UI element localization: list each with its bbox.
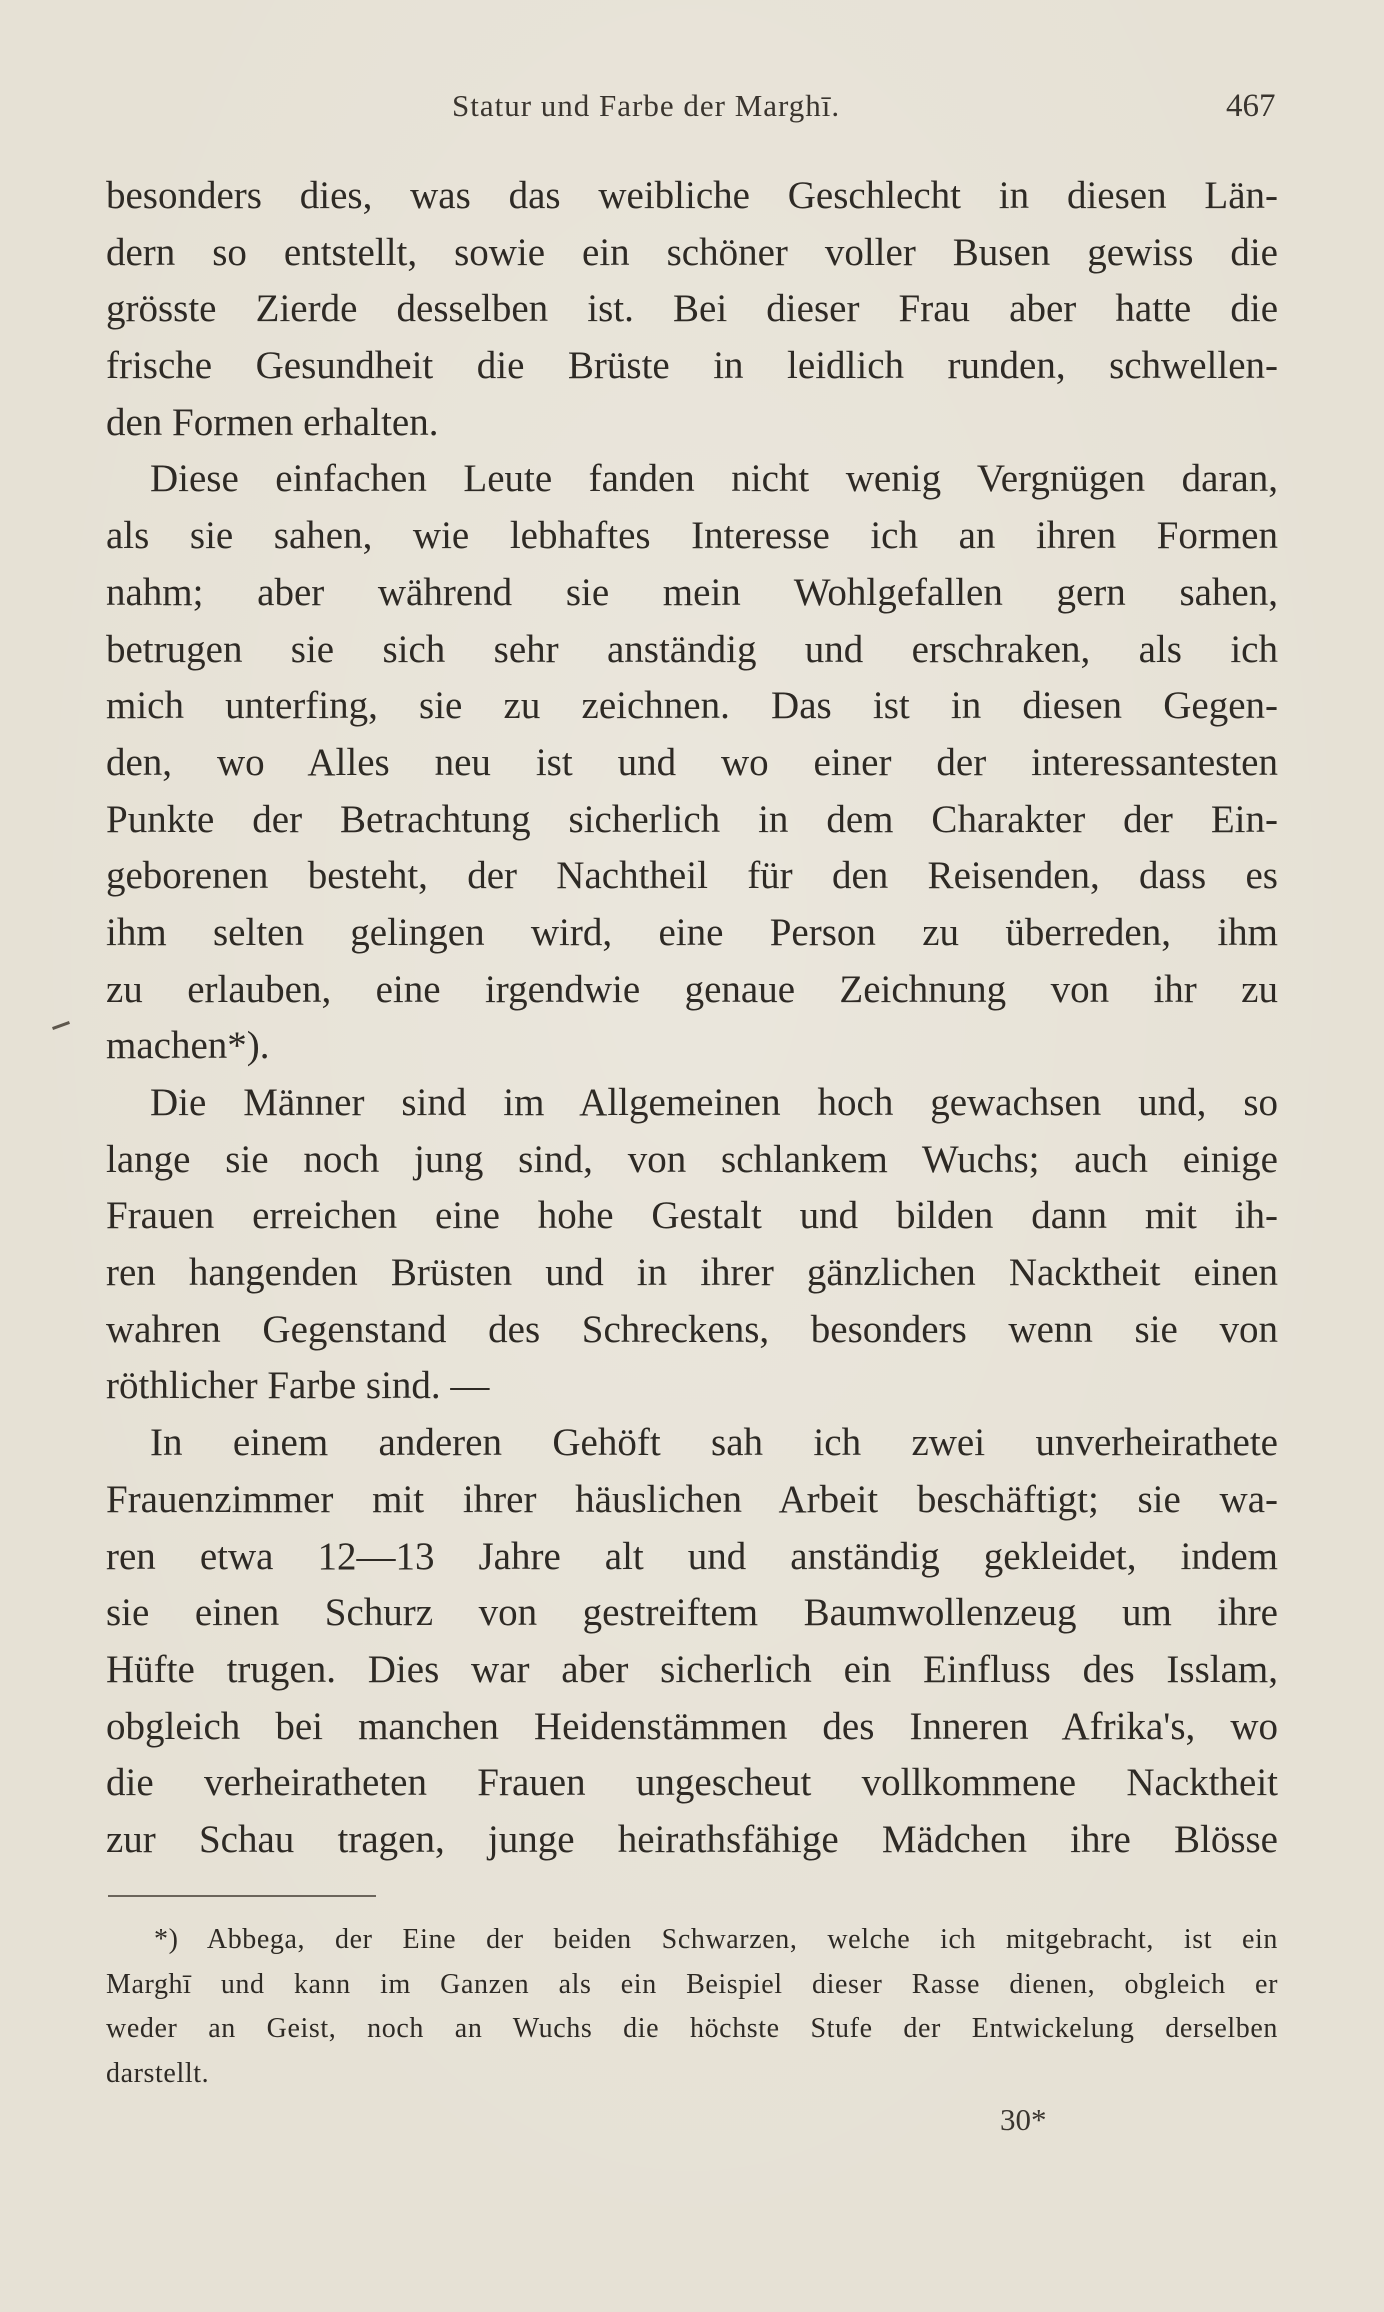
text-line: obgleich bei manchen Heidenstämmen des Inneren Afrika's, wo [106,1704,1278,1748]
footnote-reference-line: machen*). [106,1024,270,1068]
text-line: sie einen Schurz von gestreiftem Baumwollenzeug um ihre [106,1591,1278,1635]
running-title: Statur und Farbe der Marghī. [452,88,841,123]
page-number: 467 [1226,88,1276,124]
text-line: zur Schau tragen, junge heirathsfähige Mädchen ihre Blösse [106,1817,1278,1861]
footnote-line: *) Abbega, der Eine der beiden Schwarzen, welche ich mitgebracht, ist ein [154,1924,1278,1955]
footnote-line: Marghī und kann im Ganzen als ein Beispiel dieser Rasse dienen, obgleich er [106,1968,1278,2000]
text-line: den, wo Alles neu ist und wo einer der interessantesten [106,740,1278,784]
footnote-line: darstellt. [106,2057,210,2089]
text-line: grösste Zierde desselben ist. Bei dieser Frau aber hatte die [106,287,1278,331]
body-text [106,168,1278,1869]
paragraph-start-line: In einem anderen Gehöft sah ich zwei unverheirathete [150,1421,1278,1465]
text-line: zu erlauben, eine irgendwie genaue Zeichnung von ihr zu [106,967,1278,1011]
text-line: lange sie noch jung sind, von schlankem Wuchs; auch einige [106,1137,1278,1181]
text-line: besonders dies, was das weibliche Geschlecht in diesen Län- [106,174,1278,217]
paragraph-start-line: Die Männer sind im Allgemeinen hoch gewachsen und, so [150,1081,1278,1124]
text-line: mich unterfing, sie zu zeichnen. Das ist in diesen Gegen- [106,684,1278,728]
text-line: Hüfte trugen. Dies war aber sicherlich ein Einfluss des Isslam, [106,1647,1278,1691]
text-line: Punkte der Betrachtung sicherlich in dem Charakter der Ein- [106,797,1278,841]
text-line: röthlicher Farbe sind. — [106,1364,490,1408]
footnote [106,1918,1278,2096]
footnote-line: weder an Geist, noch an Wuchs die höchste Stufe der Entwickelung derselben [106,2013,1278,2045]
text-line: nahm; aber während sie mein Wohlgefallen gern sahen, [106,570,1278,614]
margin-mark [52,1021,70,1030]
text-line: ren hangenden Brüsten und in ihrer gänzlichen Nacktheit einen [106,1251,1278,1295]
text-line: dern so entstellt, sowie ein schöner voller Busen gewiss die [106,230,1278,274]
footnote-rule [108,1895,376,1897]
text-line: betrugen sie sich sehr anständig und erschraken, als ich [106,627,1278,671]
text-line: ihm selten gelingen wird, eine Person zu überreden, ihm [106,910,1278,954]
paragraph-start-line: Diese einfachen Leute fanden nicht wenig Vergnügen daran, [150,457,1278,501]
text-line: ren etwa 12—13 Jahre alt und anständig gekleidet, indem [106,1534,1278,1578]
text-line: Frauen erreichen eine hohe Gestalt und bilden dann mit ih- [106,1194,1278,1238]
text-line: wahren Gegenstand des Schreckens, besonders wenn sie von [106,1307,1278,1351]
text-line: geborenen besteht, der Nachtheil für den Reisenden, dass es [106,854,1278,898]
text-line: frische Gesundheit die Brüste in leidlich runden, schwellen- [106,344,1278,388]
text-line: als sie sahen, wie lebhaftes Interesse ich an ihren Formen [106,514,1278,558]
running-head [0,88,1384,138]
printer-signature: 30* [1000,2102,1047,2137]
text-line: den Formen erhalten. [106,400,439,444]
text-line: die verheiratheten Frauen ungescheut vollkommene Nacktheit [106,1761,1278,1805]
text-line: Frauenzimmer mit ihrer häuslichen Arbeit beschäftigt; sie wa- [106,1477,1278,1521]
